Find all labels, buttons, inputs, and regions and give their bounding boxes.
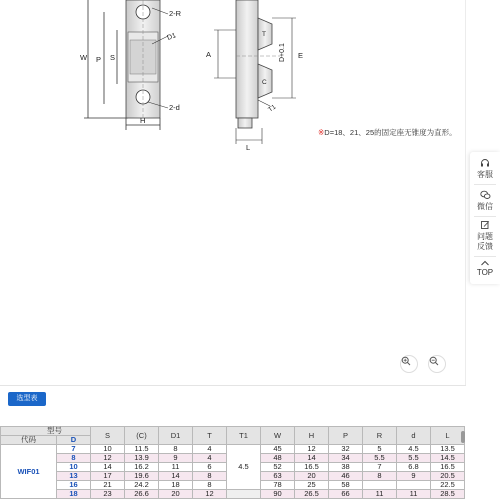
- code-cell: WIF01: [1, 445, 57, 499]
- cell-p: 46: [329, 472, 363, 481]
- label-s: S: [110, 53, 116, 62]
- sidebar-item-service[interactable]: [470, 158, 500, 180]
- cell-t: 12: [193, 490, 227, 499]
- cell-t: 8: [193, 481, 227, 490]
- cell-h: 16.5: [295, 463, 329, 472]
- cell-p: 32: [329, 445, 363, 454]
- cell-s: 12: [91, 454, 125, 463]
- cell-w: 78: [261, 481, 295, 490]
- back-to-top-button[interactable]: [470, 260, 500, 278]
- sidebar-separator: [474, 256, 496, 257]
- cell-d1: 20: [159, 490, 193, 499]
- cell-d1: 9: [159, 454, 193, 463]
- cell-r: 7: [363, 463, 397, 472]
- sidebar-item-wechat[interactable]: [470, 190, 500, 212]
- cell-r: 8: [363, 472, 397, 481]
- header-w: W: [261, 427, 295, 445]
- cell-t: 8: [193, 472, 227, 481]
- cell-t1: 4.5: [227, 445, 261, 490]
- cell-l: 20.5: [431, 472, 465, 481]
- cell-c: 16.2: [125, 463, 159, 472]
- cell-p: 38: [329, 463, 363, 472]
- cell-w: 52: [261, 463, 295, 472]
- cell-c: 26.6: [125, 490, 159, 499]
- cell-c: 11.5: [125, 445, 159, 454]
- floating-sidebar: [470, 152, 500, 284]
- arrow-up-icon: [480, 260, 490, 266]
- header-p: P: [329, 427, 363, 445]
- header-r: R: [363, 427, 397, 445]
- sidebar-label-top: TOP: [476, 268, 494, 277]
- cell-d: 10: [57, 463, 91, 472]
- cell-t: 4: [193, 454, 227, 463]
- cell-dd: 5.5: [397, 454, 431, 463]
- label-d: 2-d: [169, 103, 180, 112]
- label-r: 2-R: [169, 9, 182, 18]
- label-dt: D+0.1: [279, 43, 286, 62]
- label-e: E: [298, 51, 304, 60]
- header-model: 型号: [1, 427, 91, 436]
- label-d1: D1: [166, 32, 178, 42]
- sidebar-label-feedback-1: 问题: [477, 232, 493, 241]
- cell-dd: 11: [397, 490, 431, 499]
- label-c: C: [262, 79, 267, 86]
- cell-w: 63: [261, 472, 295, 481]
- sidebar-separator: [474, 216, 496, 217]
- note-text: D=18、21、25的固定座无锥度为直形。: [324, 128, 457, 137]
- cell-p: 34: [329, 454, 363, 463]
- table-row: [1, 445, 465, 454]
- cell-d1: 18: [159, 481, 193, 490]
- header-c: (C): [125, 427, 159, 445]
- cell-r: 11: [363, 490, 397, 499]
- sidebar-separator: [474, 184, 496, 185]
- label-a: A: [206, 50, 212, 59]
- zoom-in-button[interactable]: [400, 355, 418, 373]
- cell-h: 14: [295, 454, 329, 463]
- header-d1: D1: [159, 427, 193, 445]
- header-s: S: [91, 427, 125, 445]
- label-p: P: [96, 55, 102, 64]
- cell-w: 90: [261, 490, 295, 499]
- header-t1: T1: [227, 427, 261, 445]
- cell-l: 16.5: [431, 463, 465, 472]
- cell-t1-empty: [227, 490, 261, 499]
- zoom-out-icon: [429, 356, 439, 366]
- cell-h: 25: [295, 481, 329, 490]
- cell-l: 22.5: [431, 481, 465, 490]
- header-l: L: [431, 427, 465, 445]
- header-d-col: D: [57, 436, 91, 445]
- selection-table: [0, 426, 465, 499]
- cell-c: 24.2: [125, 481, 159, 490]
- cell-d: 18: [57, 490, 91, 499]
- cell-l: 28.5: [431, 490, 465, 499]
- feedback-icon: [480, 220, 490, 230]
- wechat-icon: [480, 190, 491, 200]
- label-t: T: [262, 31, 266, 38]
- table-scrollbar-handle[interactable]: [461, 431, 465, 443]
- cell-d1: 11: [159, 463, 193, 472]
- cell-s: 10: [91, 445, 125, 454]
- section-divider: [0, 385, 466, 386]
- cell-dd: 9: [397, 472, 431, 481]
- drawing-note: [318, 127, 457, 138]
- sidebar-label-wechat: 微信: [477, 202, 493, 211]
- cell-c: 13.9: [125, 454, 159, 463]
- header-code: 代码: [1, 436, 57, 445]
- cell-t: 6: [193, 463, 227, 472]
- cell-s: 17: [91, 472, 125, 481]
- header-h: H: [295, 427, 329, 445]
- cell-d1: 14: [159, 472, 193, 481]
- cell-h: 12: [295, 445, 329, 454]
- cell-s: 21: [91, 481, 125, 490]
- cell-dd: 4.5: [397, 445, 431, 454]
- label-w: W: [80, 53, 88, 62]
- cell-d: 8: [57, 454, 91, 463]
- sidebar-label-service: 客服: [477, 170, 493, 179]
- cell-c: 19.6: [125, 472, 159, 481]
- header-d: d: [397, 427, 431, 445]
- label-h: H: [140, 116, 146, 125]
- sidebar-label-feedback-2: 反馈: [477, 242, 493, 251]
- selection-table-container[interactable]: [0, 426, 466, 500]
- cell-s: 14: [91, 463, 125, 472]
- cell-d: 16: [57, 481, 91, 490]
- cell-h: 26.5: [295, 490, 329, 499]
- selection-table-tab[interactable]: 选型表: [8, 392, 46, 406]
- cell-r: 5.5: [363, 454, 397, 463]
- headset-icon: [480, 158, 490, 168]
- cell-h: 20: [295, 472, 329, 481]
- cell-p: 66: [329, 490, 363, 499]
- label-t1: T1: [267, 103, 278, 114]
- zoom-in-icon: [401, 356, 411, 366]
- cell-d: 7: [57, 445, 91, 454]
- cell-dd: 6.8: [397, 463, 431, 472]
- cell-w: 45: [261, 445, 295, 454]
- label-l: L: [246, 143, 251, 152]
- zoom-out-button[interactable]: [428, 355, 446, 373]
- cell-s: 23: [91, 490, 125, 499]
- content-divider: [465, 0, 466, 385]
- cell-w: 48: [261, 454, 295, 463]
- cell-d: 13: [57, 472, 91, 481]
- sidebar-item-feedback[interactable]: [470, 220, 500, 252]
- header-t: T: [193, 427, 227, 445]
- cell-l: 13.5: [431, 445, 465, 454]
- cell-l: 14.5: [431, 454, 465, 463]
- cell-p: 58: [329, 481, 363, 490]
- cell-r: 5: [363, 445, 397, 454]
- cell-t: 4: [193, 445, 227, 454]
- cell-d1: 8: [159, 445, 193, 454]
- table-row: [1, 490, 465, 499]
- note-mark: ※: [318, 128, 325, 137]
